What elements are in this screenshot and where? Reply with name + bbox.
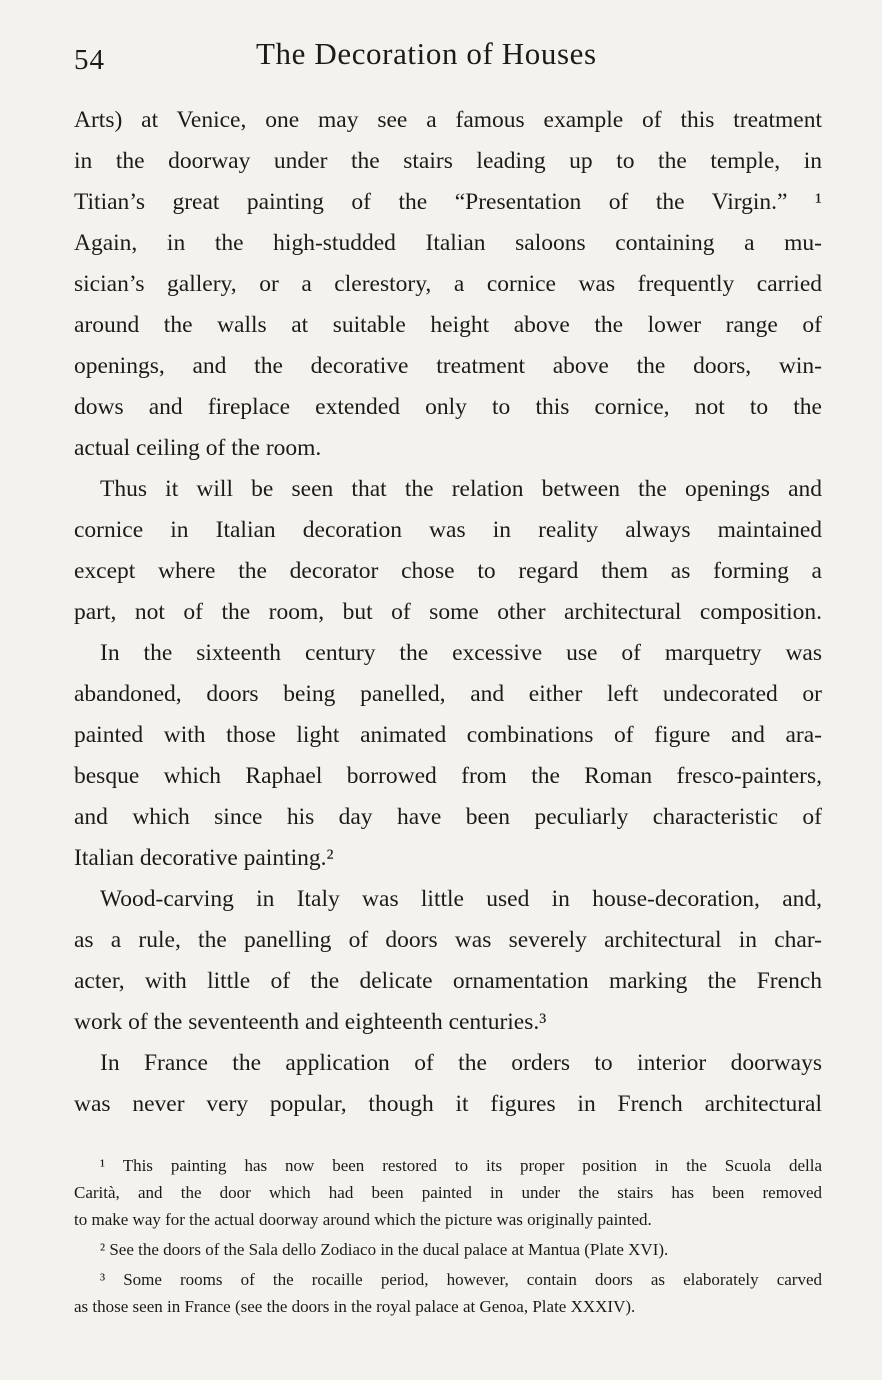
body-line: as a rule, the panelling of doors was severely architectural in char- [74,927,822,953]
page-header [70,36,830,86]
body-line: Titian’s great painting of the “Presentation of the Virgin.” ¹ [74,189,822,215]
footnotes [74,1152,822,1320]
body-line: part, not of the room, but of some other architectural composition. [74,599,822,625]
body-line: work of the seventeenth and eighteenth centuries.³ [74,1009,547,1035]
body-line: Italian decorative painting.² [74,845,334,871]
body-line: In the sixteenth century the excessive use of marquetry was [100,640,822,666]
footnote-line: to make way for the actual doorway around which the picture was originally painted. [74,1210,652,1229]
body-line: actual ceiling of the room. [74,435,322,461]
body-line: abandoned, doors being panelled, and either left undecorated or [74,681,822,707]
footnote-line: ³ Some rooms of the rocaille period, however, contain doors as elaborately carved [100,1270,822,1289]
body-line: In France the application of the orders to interior doorways [100,1050,822,1076]
body-line: cornice in Italian decoration was in reality always maintained [74,517,822,543]
footnote-line: ¹ This painting has now been restored to its proper position in the Scuola della [100,1156,822,1175]
body-line: around the walls at suitable height above the lower range of [74,312,822,338]
running-title: The Decoration of Houses [256,36,597,71]
body-line: Wood-carving in Italy was little used in house-decoration, and, [100,886,822,912]
body-line: Arts) at Venice, one may see a famous example of this treatment [74,107,822,133]
body-line: was never very popular, though it figures in French architectural [74,1091,822,1117]
body-text [74,100,822,1125]
body-line: besque which Raphael borrowed from the Roman fresco-painters, [74,763,822,789]
body-line: and which since his day have been peculiarly characteristic of [74,804,822,830]
body-line: Thus it will be seen that the relation between the openings and [100,476,822,502]
body-line: dows and fireplace extended only to this cornice, not to the [74,394,822,420]
body-line: openings, and the decorative treatment above the doors, win- [74,353,822,379]
page-number: 54 [74,44,105,76]
footnote-line: Carità, and the door which had been painted in under the stairs has been removed [74,1183,822,1202]
body-line: painted with those light animated combinations of figure and ara- [74,722,822,748]
body-line: sician’s gallery, or a clerestory, a cornice was frequently carried [74,271,822,297]
body-line: except where the decorator chose to regard them as forming a [74,558,822,584]
footnote-line: ² See the doors of the Sala dello Zodiaco in the ducal palace at Mantua (Plate XVI). [100,1240,669,1259]
body-line: in the doorway under the stairs leading up to the temple, in [74,148,822,174]
body-line: acter, with little of the delicate ornamentation marking the French [74,968,822,994]
body-line: Again, in the high-studded Italian saloons containing a mu- [74,230,822,256]
footnote-line: as those seen in France (see the doors in the royal palace at Genoa, Plate XXXIV). [74,1297,636,1316]
